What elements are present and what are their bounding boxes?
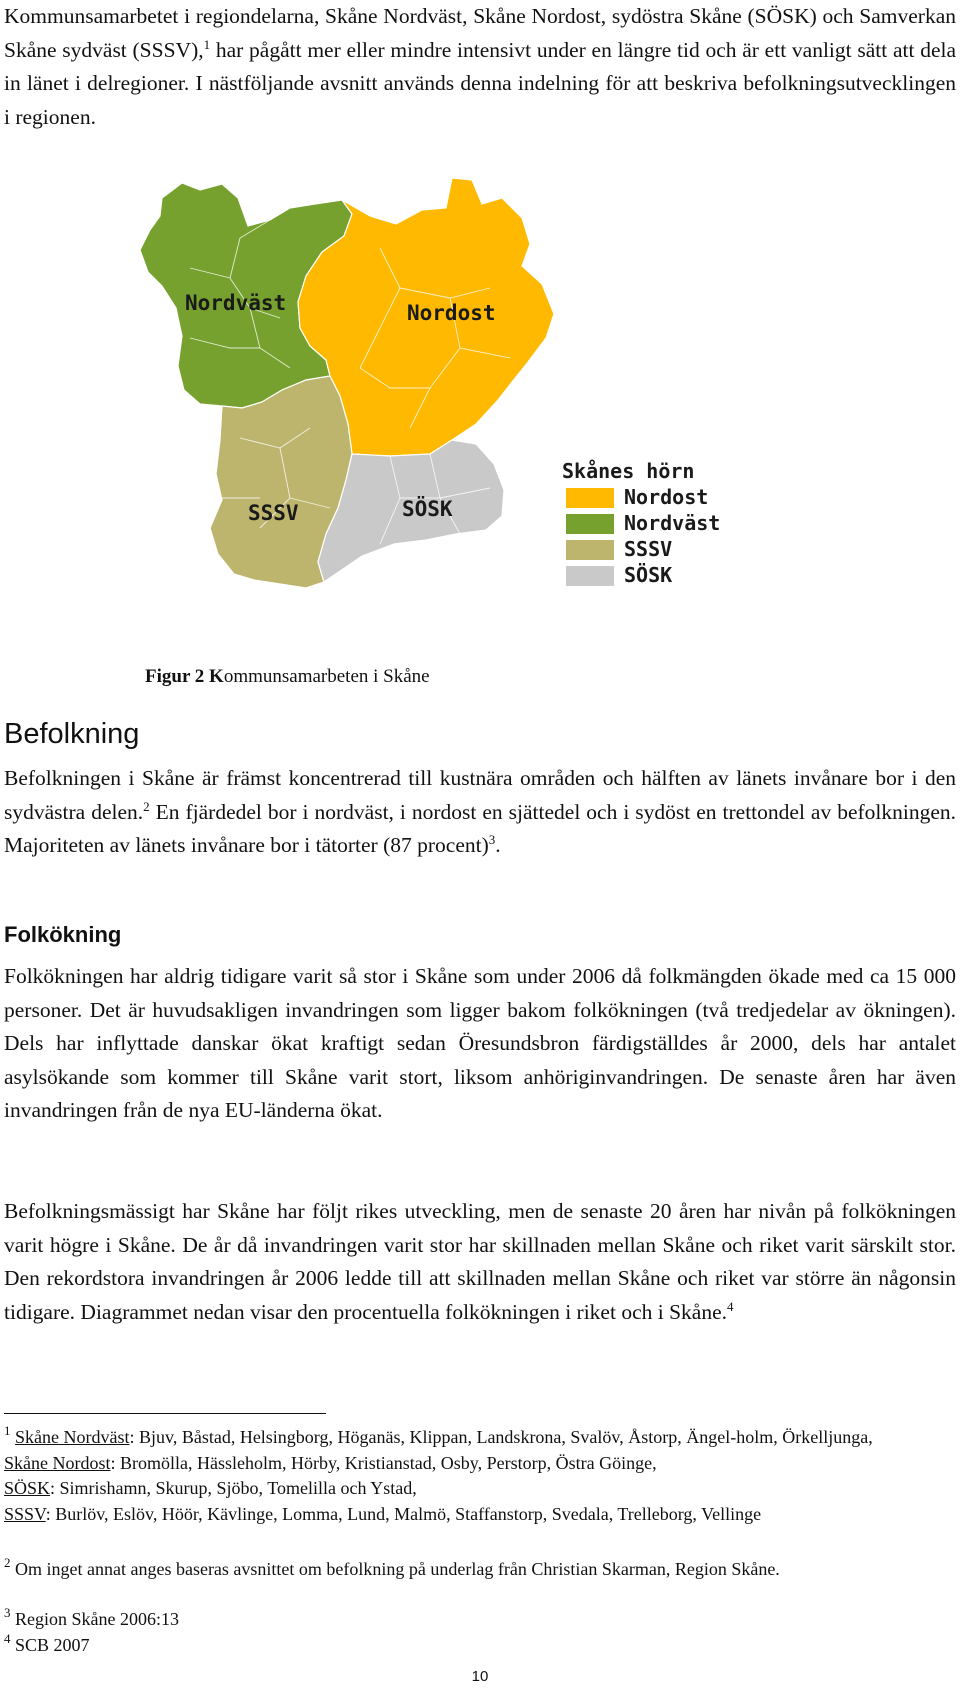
footnote-1-label-sssv: SSSV bbox=[4, 1503, 46, 1524]
legend-swatch-sssv bbox=[566, 540, 614, 560]
folkokning-paragraph-1: Folkökningen har aldrig tidigare varit så stor i Skåne som under 2006 då folkmängden ökade med ca 15 000 personer. Det är huvudsakligen invandringen som ligger bakom folkökningen (två tredjedelar av ökningen). Dels har inflyttade danskar ökat kraftigt sedan Öresundsbron färdigställdes år 2000, dels har antalet asylsökande som kommer till Skåne varit stort, liksom anhöriginvandringen. De senaste åren har även invandringen från de nya EU-länderna ökat. bbox=[4, 964, 956, 1122]
footnote-3 bbox=[4, 1607, 956, 1633]
footnote-ref-4[interactable]: 4 bbox=[727, 1298, 734, 1314]
figure-caption-label: Figur 2 K bbox=[145, 666, 224, 687]
befolkning-paragraph bbox=[4, 762, 956, 863]
footnote-1-text-sosk: : Simrishamn, Skurup, Sjöbo, Tomelilla och Ystad, bbox=[50, 1478, 417, 1498]
figure-caption bbox=[145, 666, 430, 688]
footnote-1-label-nordost: Skåne Nordost bbox=[4, 1452, 111, 1473]
region-label-nordvast: Nordväst bbox=[185, 291, 287, 315]
footnote-3-number: 3 bbox=[4, 1605, 11, 1620]
intro-text: Kommunsamarbetet i regiondelarna, Skåne Nordväst, Skåne Nordost, sydöstra Skåne (SÖSK) och Samverkan Skåne sydväst (SSSV), bbox=[4, 4, 956, 62]
folkokning-paragraph-2 bbox=[4, 1195, 956, 1329]
figure-caption-text: ommunsamarbeten i Skåne bbox=[223, 666, 430, 687]
heading-befolkning: Befolkning bbox=[4, 718, 140, 750]
footnote-separator bbox=[4, 1413, 326, 1414]
region-label-nordost: Nordost bbox=[407, 301, 496, 325]
region-label-sosk: SÖSK bbox=[402, 497, 453, 521]
page-number: 10 bbox=[471, 1668, 489, 1685]
footnote-2-text: Om inget annat anges baseras avsnittet om befolkning på underlag från Christian Skarman, Region Skåne. bbox=[10, 1559, 780, 1579]
befolkning-text-cont: En fjärdedel bor i nordväst, i nordost en sjättedel och i sydöst en trettondel av befolkningen. Majoriteten av länets invånare bor i tätorter (87 procent) bbox=[4, 799, 957, 857]
intro-paragraph bbox=[4, 0, 956, 134]
heading-folkokning: Folkökning bbox=[4, 922, 122, 947]
befolkning-text: Befolkningen i Skåne är främst koncentrerad till kustnära områden och hälften av länets invånare bor i den sydvästra delen. bbox=[4, 766, 956, 824]
footnote-1-label-sosk: SÖSK bbox=[4, 1478, 51, 1498]
footnote-2 bbox=[4, 1557, 956, 1583]
footnote-ref-3[interactable]: 3 bbox=[488, 832, 496, 847]
footnote-2-number: 2 bbox=[4, 1555, 11, 1570]
footnote-3-text: Region Skåne 2006:13 bbox=[10, 1609, 179, 1629]
footnote-1-text-sssv: : Burlöv, Eslöv, Höör, Kävlinge, Lomma, Lund, Malmö, Staffanstorp, Svedala, Trelleborg, Vellinge bbox=[45, 1503, 762, 1524]
skane-region-map bbox=[130, 178, 810, 638]
footnote-1-label-nordvast: Skåne Nordväst bbox=[15, 1427, 130, 1447]
footnote-1-number: 1 bbox=[4, 1423, 11, 1438]
footnote-4 bbox=[4, 1633, 956, 1659]
legend-label-nordvast: Nordväst bbox=[624, 511, 721, 535]
folkokning-text-2: Befolkningsmässigt har Skåne har följt rikes utveckling, men de senaste 20 åren har nivån på folkökningen varit högre i Skåne. De år då invandringen varit stor har skillnaden mellan Skåne och riket varit särskilt stor. Den rekordstora invandringen år 2006 ledde till att skillnaden mellan Skåne och riket var större än någonsin tidigare. Diagrammet nedan visar den procentuella folkökningen i riket och i Skåne. bbox=[4, 1199, 956, 1324]
map-legend bbox=[562, 459, 720, 587]
region-label-sssv: SSSV bbox=[248, 501, 299, 525]
legend-title: Skånes hörn bbox=[562, 459, 695, 483]
footnote-1-text-nordost: : Bromölla, Hässleholm, Hörby, Kristianstad, Osby, Perstorp, Östra Göinge, bbox=[110, 1452, 657, 1473]
legend-swatch-nordvast bbox=[566, 514, 614, 534]
footnote-ref-2[interactable]: 2 bbox=[143, 798, 150, 814]
legend-swatch-sosk bbox=[566, 566, 614, 586]
footnote-1-text-nordvast: : Bjuv, Båstad, Helsingborg, Höganäs, Klippan, Landskrona, Svalöv, Åstorp, Ängel-holm, Örkelljunga, bbox=[129, 1427, 873, 1447]
legend-swatch-nordost bbox=[566, 488, 614, 508]
legend-label-sssv: SSSV bbox=[624, 537, 673, 561]
legend-label-sosk: SÖSK bbox=[624, 563, 673, 587]
footnote-4-text: SCB 2007 bbox=[10, 1635, 90, 1655]
intro-text-cont: har pågått mer eller mindre intensivt under en längre tid och är ett vanligt sätt att dela in länet i delregioner. I nästföljande avsnitt används denna indelning för att beskriva befolkningsutvecklingen i regionen. bbox=[4, 37, 956, 129]
befolkning-text-end: . bbox=[495, 833, 501, 857]
legend-label-nordost: Nordost bbox=[624, 485, 709, 509]
footnote-1 bbox=[4, 1425, 956, 1527]
footnote-4-number: 4 bbox=[4, 1631, 11, 1646]
footnote-ref-1[interactable]: 1 bbox=[203, 36, 211, 52]
